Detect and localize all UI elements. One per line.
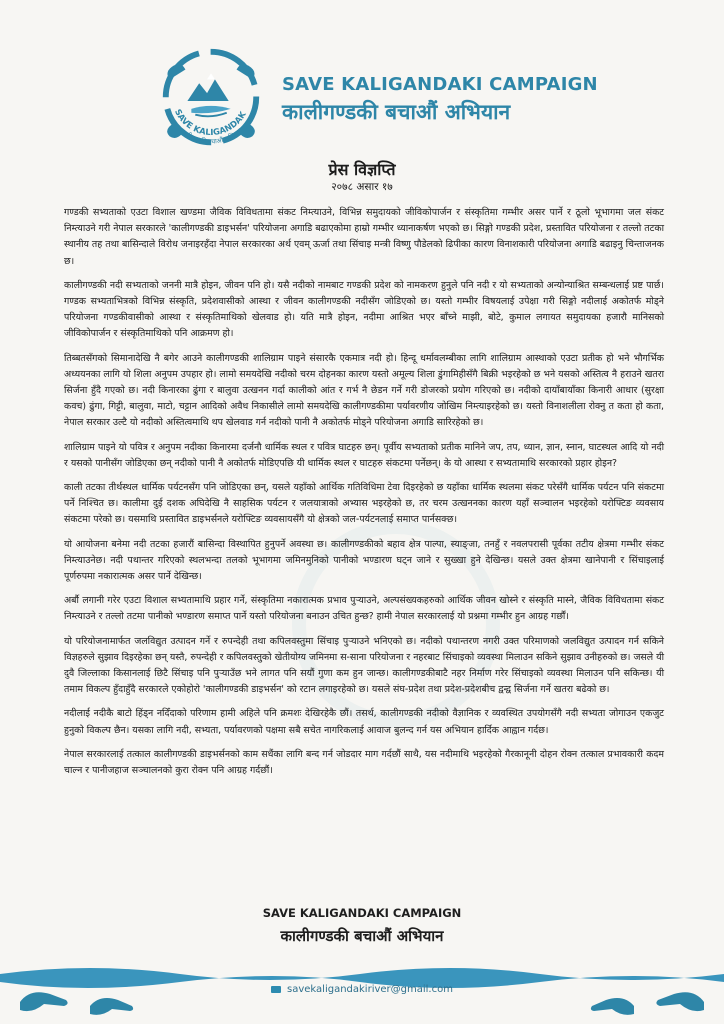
envelope-icon bbox=[271, 986, 281, 993]
signature-nepali: कालीगण्डकी बचाऔं अभियान bbox=[280, 927, 444, 945]
paragraph: तिब्बतसँगको सिमानादेखि नै बगेर आउने कालीगण्डकी शालिग्राम पाइने संसारकै एकमात्र नदी हो। हिन्दू धर्मावलम्बीका लागि शालिग्राम आस्थाको एउटा प्रतीक हो भने भौगर्भिक अध्ययनका लागि यो शिला अनुपम उपहार हो। लामो समयदेखि नदीको चरम दोहनका कारण यस्तो अमूल्य शिला डुंगामिहीसँगै बिक्री भइरहेको छ भने यसको अस्तित्व नै हराउने खतरा सिर्जना हुँदै गएको छ। नदी किनारका ढुंगा र बालुवा उत्खनन गर्दा कालीको आंत र गर्भ नै छेडन गर्ने गरी डोजरको प्रयोग गरिएको छ। नदीको दायाँबायाँका किनारी आधार (सुरक्षा कवच) ढुंगा, गिट्टी, बालुवा, माटो, चट्टान आदिको अवैध निकासीले लामो समयदेखि कालीगण्डकीमा पर्यावरणीय जोखिम निम्त्याइरहेको छ। यस्तो विनाशलीला रोक्नु त कता हो कता, नेपाल सरकार उल्टै यो नदीको अस्तित्वमाथि थप खेलवाड गर्न नदीको पानी नै अकोतर्फ मोड्ने परियोजना अगाडि सारिरहेको छ। bbox=[64, 352, 664, 429]
paragraph: शालिग्राम पाइने यो पवित्र र अनुपम नदीका किनारमा दर्जनौ धार्मिक स्थल र पवित्र घाटहरु छन्। पूर्वीय सभ्यताको प्रतीक मानिने जप, तप, ध्यान, ज्ञान, स्नान, घाटस्थल आदि यो नदी र यसको पानीसँग जोडिएका छन् नदीको पानी नै अकोतर्फ मोडिएपछि यी धार्मिक स्थल र घाटहरु संकटमा पर्नेछन्। के यो आस्था र सभ्यतामाथि सरकारको प्रहार होइन? bbox=[64, 441, 664, 469]
paragraph: कालीगण्डकी नदी सभ्यताको जननी मात्रै होइन, जीवन पनि हो। यसै नदीको नामबाट गण्डकी प्रदेश को नामकरण हुनुले पनि नदी र यो सभ्यताको अन्योन्याश्रित सम्बन्धलाई प्रष्ट पार्छ। गण्डक सभ्यताभित्रको विभिन्न संस्कृति, प्रदेशवासीको आस्था र जीवन कालीगण्डकी नदीसँग जोडिएको छ। यस्तो गम्भीर विषयलाई उपेक्षा गरी सिङ्गो नदीलाई अकोतर्फ मोड्ने परियोजना गण्डकीवासीको आस्था र संस्कृतिमाथिको खेलवाड हो। यति मात्रै होइन, नदीमा आश्रित भएर बाँच्ने माझी, बोटे, कुमाल लगायत समुदायका हजारौ मानिसको जीविकोपार्जन र संस्कृतिमाथिको पनि आक्रमण हो। bbox=[64, 279, 664, 340]
press-release-body bbox=[64, 205, 664, 787]
paragraph: नदीलाई नदीकै बाटो हिंड्न नदिँदाको परिणाम हामी अहिले पनि क्रमशः देखिरहेकै छौं। तसर्थ, कालीगण्डकी नदीको वैज्ञानिक र व्यवस्थित उपयोगसँगै नदी सभ्यता जोगाउन एकजुट हुनुको विकल्प छैन। यसका लागि नदी, सभ्यता, पर्यावरणको पक्षमा सबै सचेत नागरिकलाई आवाज बुलन्द गर्न यस अभियान हार्दिक आह्वान गर्दछ। bbox=[64, 708, 664, 736]
release-date: २०७८ असार १७ bbox=[331, 181, 393, 193]
save-kaligandaki-logo-icon bbox=[152, 40, 270, 158]
brand-name-nepali: कालीगण्डकी बचाऔं अभियान bbox=[282, 100, 511, 124]
paragraph: यो परियोजनामार्फत जलविद्युत उत्पादन गर्ने र रुपन्देही तथा कपिलवस्तुमा सिंचाइ पुर्‍याउने भनिएको छ। नदीको पथान्तरण नगरी उक्त परिमाणको जलविद्युत उत्पादन गर्न सकिने विज्ञहरुले सुझाव दिइरहेका छन् यस्तै, रुपन्देही र कपिलवस्तुको खेतीयोग्य जमिनमा स-साना परियोजना र नहरबाट सिंचाइको व्यवस्था मिलाउन सकिने सुझाव उनीहरुको छ। जसले यी दुवै जिल्लाका किसानलाई छिटै सिंचाइ पनि पुर्‍याउँछ भने लागत पनि सयौं गुणा कम हुन जान्छ। कालीगण्डकीबाटै नहर निर्माण गरेर सिंचाइको व्यवस्था मिलाउन पनि सकिन्छ। यी तमाम विकल्प हुँदाहुँदै सरकारले एकोहोरो 'कालीगण्डकी डाइभर्सन' को रटान लगाइरहेको छ। यसले संघ-प्रदेश तथा प्रदेश-प्रदेशबीच द्वन्द्व सिर्जना गर्ने खतरा बढेको छ। bbox=[64, 635, 664, 696]
paragraph: अर्बौ लगानी गरेर एउटा विशाल सभ्यतामाथि प्रहार गर्ने, संस्कृतिमा नकारात्मक प्रभाव पुर्‍याउने, अल्पसंख्यकहरुको आर्थिक जीवन खोस्ने र संस्कृति मास्ने, जैविक विविधतामा संकट निम्त्याउने र तल्लो तटमा पानीको भण्डारण समाप्त पार्ने यस्तो परियोजना बनाउन उचित हुन्छ? हामी नेपाल सरकारलाई यो प्रश्नमा गम्भीर हुन आग्रह गर्छौं। bbox=[64, 595, 664, 623]
paragraph: यो आयोजना बनेमा नदी तटका हजारौं बासिन्दा विस्थापित हुनुपर्ने अवस्था छ। कालीगण्डकीको बहाव क्षेत्र पाल्पा, स्याङ्जा, तनहुँ र नवलपरासी पूर्वका तटीय क्षेत्रमा गम्भीर संकट निम्त्याउनेछ। नदी पथान्तर गरिएको स्थलभन्दा तलको भूभागमा जमिनमुनिको पानीको भण्डारण घट्न जाने र सुख्खा हुने देखिन्छ। यसले उक्त क्षेत्रमा खानेपानी र सिंचाइलाई पूर्णरुपमा नकारात्मक असर पार्ने देखिन्छ। bbox=[64, 538, 664, 583]
logo-text-en: SAVE KALIGANDAK bbox=[172, 107, 248, 138]
contact-email-row bbox=[0, 984, 724, 995]
paragraph: काली तटका तीर्थस्थल धार्मिक पर्यटनसँग पनि जोडिएका छन्, यसले यहाँको आर्थिक गतिविधिमा टेवा दिइरहेको छ यहाँका धार्मिक स्थलमा संकट परेसँगै धार्मिक पर्यटन पनि संकटमा पर्ने निश्चित छ। कालीमा दुई दशक अघिदेखि नै साहसिक पर्यटन र जलयात्राको अभ्यास भइरहेको छ, तर चरम उत्खननका कारण यहाँ सञ्चालन भइरहेको यरोफ्टिङ व्यवसाय संकटमा परेको छ। यसमाथि प्रस्तावित डाइभर्सनले यरोफ्टिङ व्यवसायसँगै यो क्षेत्रको जल-पर्यटनलाई समाप्त पार्नसक्छ। bbox=[64, 482, 664, 526]
logo-text-np: कालीगण्डकी बचाऔं अभियान bbox=[178, 126, 244, 146]
signature-english: SAVE KALIGANDAKI CAMPAIGN bbox=[262, 906, 462, 920]
brand-name-english: SAVE KALIGANDAKI CAMPAIGN bbox=[282, 74, 598, 95]
press-release-title: प्रेस विज्ञप्ति bbox=[328, 160, 396, 179]
letterhead bbox=[0, 0, 724, 150]
contact-email[interactable]: savekaligandakiriver@gmail.com bbox=[287, 984, 453, 995]
paragraph: नेपाल सरकारलाई तत्काल कालीगण्डकी डाइभर्सनको काम सधैंका लागि बन्द गर्न जोडदार माग गर्दछौं साथै, यस नदीमाथि भइरहेको गैरकानूनी दोहन रोक्न तत्काल प्रभावकारी कदम चाल्न र पानीजहाज सञ्चालनको कुरा रोक्न पनि आग्रह गर्दछौं। bbox=[64, 748, 664, 777]
paragraph: गण्डकी सभ्यताको एउटा विशाल खण्डमा जैविक विविधतामा संकट निम्त्याउने, विभिन्न समुदायको जीविकोपार्जन र संस्कृतिमा गम्भीर असर पार्ने र ठूलो भूभागमा जल संकट निम्त्याउने गरी नेपाल सरकारले 'कालीगण्डकी डाइभर्सन' परियोजना अगाडि बढाएकोमा हाम्रो गम्भीर ध्यानाकर्षण भएको छ। सिङ्गो गण्डकी प्रदेश, प्रस्तावित परियोजना र तल्लो तटका स्थानीय तह तथा बासिन्दाले विरोध जनाइरहँदा नेपाल सरकारका अर्थ एवम् ऊर्जा तथा सिंचाइ मन्त्री विष्णु पौडेलको ढिपीका कारण विनाशकारी परियोजना अगाडि बढाइनु चिन्ताजनक छ। bbox=[64, 207, 664, 267]
